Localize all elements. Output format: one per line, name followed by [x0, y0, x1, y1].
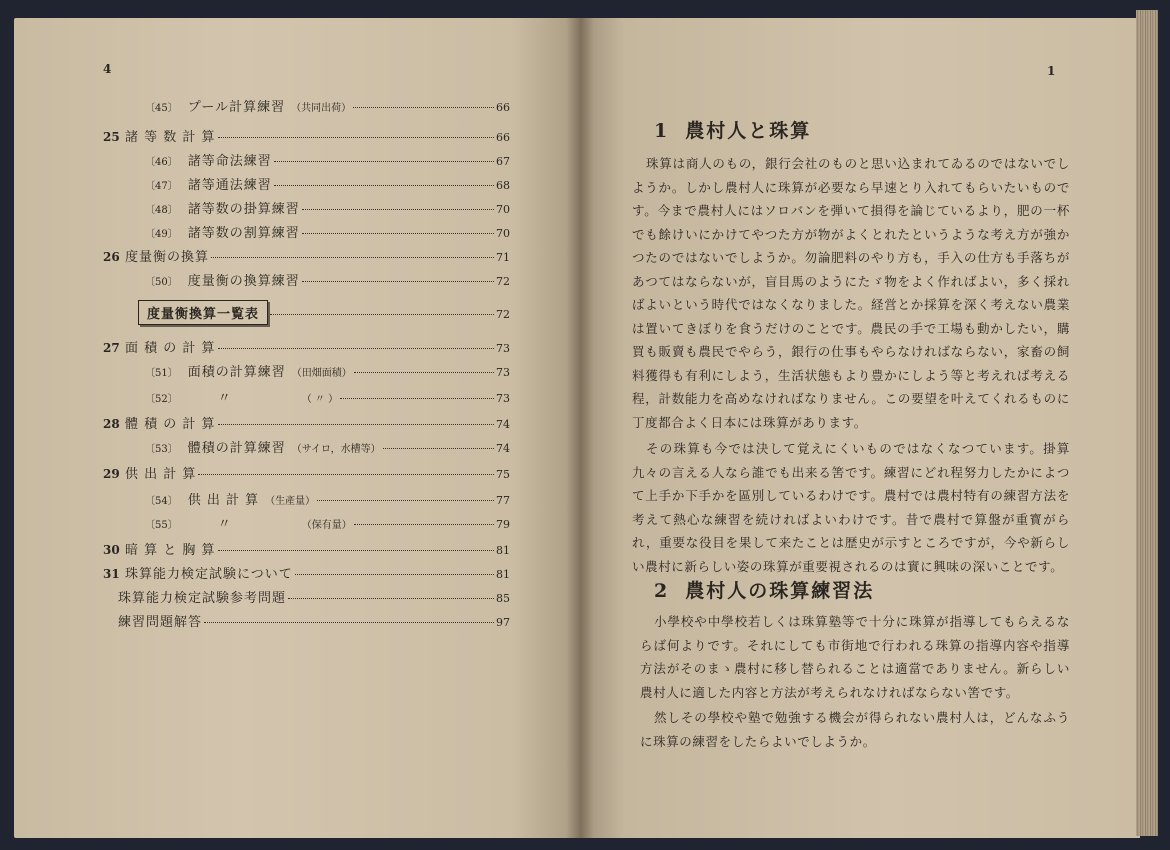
toc-title: 暗 算 と 胸 算: [125, 543, 216, 558]
toc-entry: [145, 174, 510, 193]
toc-leader-dots: [274, 161, 494, 162]
toc-page-number: 85: [496, 592, 510, 605]
toc-entry: [138, 300, 510, 325]
toc-title: 供 出 計 算: [125, 467, 197, 482]
toc-title: 〃: [217, 517, 232, 532]
toc-note: （共同出荷）: [291, 103, 352, 114]
toc-leader-dots: [302, 233, 494, 234]
toc-title: 〃: [217, 391, 232, 406]
toc-title: 體 積 の 計 算: [125, 417, 216, 432]
toc-entry: [145, 513, 510, 532]
toc-title: 諸等数の掛算練習: [187, 202, 300, 217]
toc-leader-dots: [295, 574, 494, 575]
toc-chapter-number: 27: [103, 341, 120, 355]
toc-chapter-number: 29: [103, 467, 120, 481]
toc-exercise-number: 〔45〕: [145, 103, 178, 114]
toc-page-number: 72: [496, 308, 510, 321]
toc-chapter-number: 26: [103, 250, 120, 264]
toc-leader-dots: [340, 398, 494, 399]
toc-entry: [118, 611, 510, 630]
toc-leader-dots: [302, 209, 494, 210]
toc-entry: [145, 150, 510, 169]
toc-chapter-number: 25: [103, 130, 120, 144]
toc-entry: [145, 387, 510, 406]
toc-leader-dots: [317, 500, 494, 501]
toc-exercise-number: 〔54〕: [145, 496, 178, 507]
toc-title: 供 出 計 算: [187, 493, 260, 508]
toc-page-number: 73: [496, 392, 510, 405]
toc-exercise-number: 〔49〕: [145, 229, 178, 240]
toc-page-number: 74: [496, 442, 510, 455]
page-edges: [1136, 10, 1158, 836]
toc-entry: [145, 489, 510, 508]
toc-title: 諸等命法練習: [187, 154, 272, 169]
toc-page-number: 66: [496, 101, 510, 114]
toc-entry: [103, 539, 510, 558]
toc-leader-dots: [211, 257, 494, 258]
section-1-title: 農村人と珠算: [685, 120, 812, 142]
toc-page-number: 73: [496, 366, 510, 379]
toc-page-number: 74: [496, 418, 510, 431]
toc-entry: [103, 246, 510, 265]
toc-entry: [145, 361, 510, 380]
toc-entry: [118, 587, 510, 606]
toc-leader-dots: [198, 474, 494, 475]
left-page-number: 4: [103, 62, 112, 76]
toc-leader-dots: [218, 550, 494, 551]
right-page-number: 1: [1047, 64, 1056, 78]
section-1-number: 1: [654, 120, 670, 142]
section-2-paragraph-1: 小學校や中學校若しくは珠算塾等で十分に珠算が指導してもらえるならば何よりです。それにしても市街地で行われる珠算の指導内容や指導方法がそのまゝ農村に移し替られることは適當でありません。新らしい農村人に適した内容と方法が考えられなければならない筈です。: [640, 614, 1070, 700]
toc-leader-dots: [383, 448, 494, 449]
toc-entry: [145, 198, 510, 217]
toc-entry: [145, 96, 510, 115]
spine-shadow: [566, 18, 594, 838]
toc-exercise-number: 〔48〕: [145, 205, 178, 216]
section-2-heading: [654, 576, 874, 603]
toc-page-number: 70: [496, 203, 510, 216]
toc-title: プール計算練習: [187, 100, 286, 115]
toc-entry: [103, 463, 510, 482]
toc-page-number: 73: [496, 342, 510, 355]
section-1-paragraph-1: 珠算は商人のもの，銀行会社のものと思い込まれてゐるのではないでしようか。しかし農村人に珠算が必要なら早速とり入れてもらいたいものです。今まで農村人にはソロバンを弾いて損得を論じているより，肥の一杯でも餘けいにかけてやつた方が物がよくとれたというような考え方が強かつたのではないでしようか。勿論肥料のやり方も，手入の仕方も手落ちがあつてはならないが，盲目馬のようにたゞ物をよく作ればよい，多く採ればよいという時代ではなくなりました。経営とか採算を深く考えない農業は置いてきぼりを食うだけのことです。農民の手で工場も動かしたい，購買も販賣も農民でやらう，銀行の仕事もやらなければならない，家畜の飼料獲得も有利にしよう，生活状態もより豊かにしよう等と考えれば考える程，計数能力を高めなければなりません。この要望を叶えてくれるものに丁度都合よく日本には珠算があります。: [632, 156, 1070, 430]
toc-entry: [103, 563, 510, 582]
toc-page-number: 75: [496, 468, 510, 481]
toc-leader-dots: [288, 598, 494, 599]
toc-chapter-number: 30: [103, 543, 120, 557]
toc-title: 度量衡の換算練習: [187, 274, 300, 289]
toc-entry: [145, 437, 510, 456]
toc-leader-dots: [302, 281, 494, 282]
toc-leader-dots: [274, 185, 494, 186]
toc-leader-dots: [354, 372, 494, 373]
toc-title: 面 積 の 計 算: [125, 341, 216, 356]
toc-exercise-number: 〔47〕: [145, 181, 178, 192]
toc-exercise-number: 〔46〕: [145, 157, 178, 168]
toc-note: （サイロ，水槽等）: [291, 444, 381, 455]
toc-exercise-number: 〔52〕: [145, 394, 178, 405]
toc-page-number: 77: [496, 494, 510, 507]
toc-exercise-number: 〔53〕: [145, 444, 178, 455]
toc-entry: [145, 222, 510, 241]
toc-leader-dots: [354, 524, 494, 525]
toc-exercise-number: 〔51〕: [145, 368, 178, 379]
toc-note: （田畑面積）: [291, 368, 352, 379]
toc-page-number: 81: [496, 544, 510, 557]
toc-title: 體積の計算練習: [187, 441, 286, 456]
toc-title: 面積の計算練習: [187, 365, 286, 380]
toc-page-number: 72: [496, 275, 510, 288]
toc-note: （保有量）: [301, 520, 352, 531]
toc-page-number: 79: [496, 518, 510, 531]
toc-page-number: 70: [496, 227, 510, 240]
section-2-paragraph-2: 然しその學校や塾で勉強する機会が得られない農村人は，どんなふうに珠算の練習をしたらよいでしようか。: [640, 710, 1070, 749]
section-1-heading: [654, 116, 811, 143]
toc-chapter-number: 31: [103, 567, 120, 581]
toc-title: 練習問題解答: [118, 615, 203, 630]
toc-exercise-number: 〔50〕: [145, 277, 178, 288]
toc-entry: [145, 270, 510, 289]
toc-entry: [103, 337, 510, 356]
toc-leader-dots: [204, 622, 494, 623]
toc-title: 諸等通法練習: [187, 178, 272, 193]
toc-title: 度量衡の換算: [125, 250, 210, 265]
toc-entry: [103, 126, 510, 145]
toc-title: 珠算能力検定試験について: [125, 567, 293, 582]
toc-leader-dots: [353, 107, 494, 108]
toc-page-number: 81: [496, 568, 510, 581]
toc-leader-dots: [270, 314, 494, 315]
toc-page-number: 67: [496, 155, 510, 168]
toc-leader-dots: [218, 137, 494, 138]
toc-title: 珠算能力検定試験参考問題: [118, 591, 287, 606]
toc-chapter-number: 28: [103, 417, 120, 431]
toc-title: 諸等数の割算練習: [187, 226, 300, 241]
toc-note: （ 〃 ）: [301, 394, 339, 405]
toc-leader-dots: [218, 424, 494, 425]
section-1-paragraph-2: その珠算も今では決して覚えにくいものではなくなつています。掛算九々の言える人なら誰でも出来る筈です。練習にどれ程努力したかによつて上手か下手かを區別しているわけです。農村では農村特有の練習方法を考えて熱心な練習を続ければよいわけです。昔で農村で算盤が重寳がられ，重要な役目を果して来たことは歴史が示すところですが，今や新らしい農村に新らしい姿の珠算が重要視されるのは實に興味の深いことです。: [632, 441, 1070, 574]
toc-title: 諸 等 数 計 算: [125, 130, 216, 145]
toc-page-number: 68: [496, 179, 510, 192]
toc-exercise-number: 〔55〕: [145, 520, 178, 531]
toc-page-number: 71: [496, 251, 510, 264]
toc-page-number: 97: [496, 616, 510, 629]
toc-title: 度量衡換算一覧表: [138, 300, 268, 325]
section-2-title: 農村人の珠算練習法: [685, 580, 875, 602]
toc-leader-dots: [218, 348, 494, 349]
toc-page-number: 66: [496, 131, 510, 144]
toc-note: （生產量）: [265, 496, 316, 507]
section-2-number: 2: [654, 580, 670, 602]
toc-entry: [103, 413, 510, 432]
